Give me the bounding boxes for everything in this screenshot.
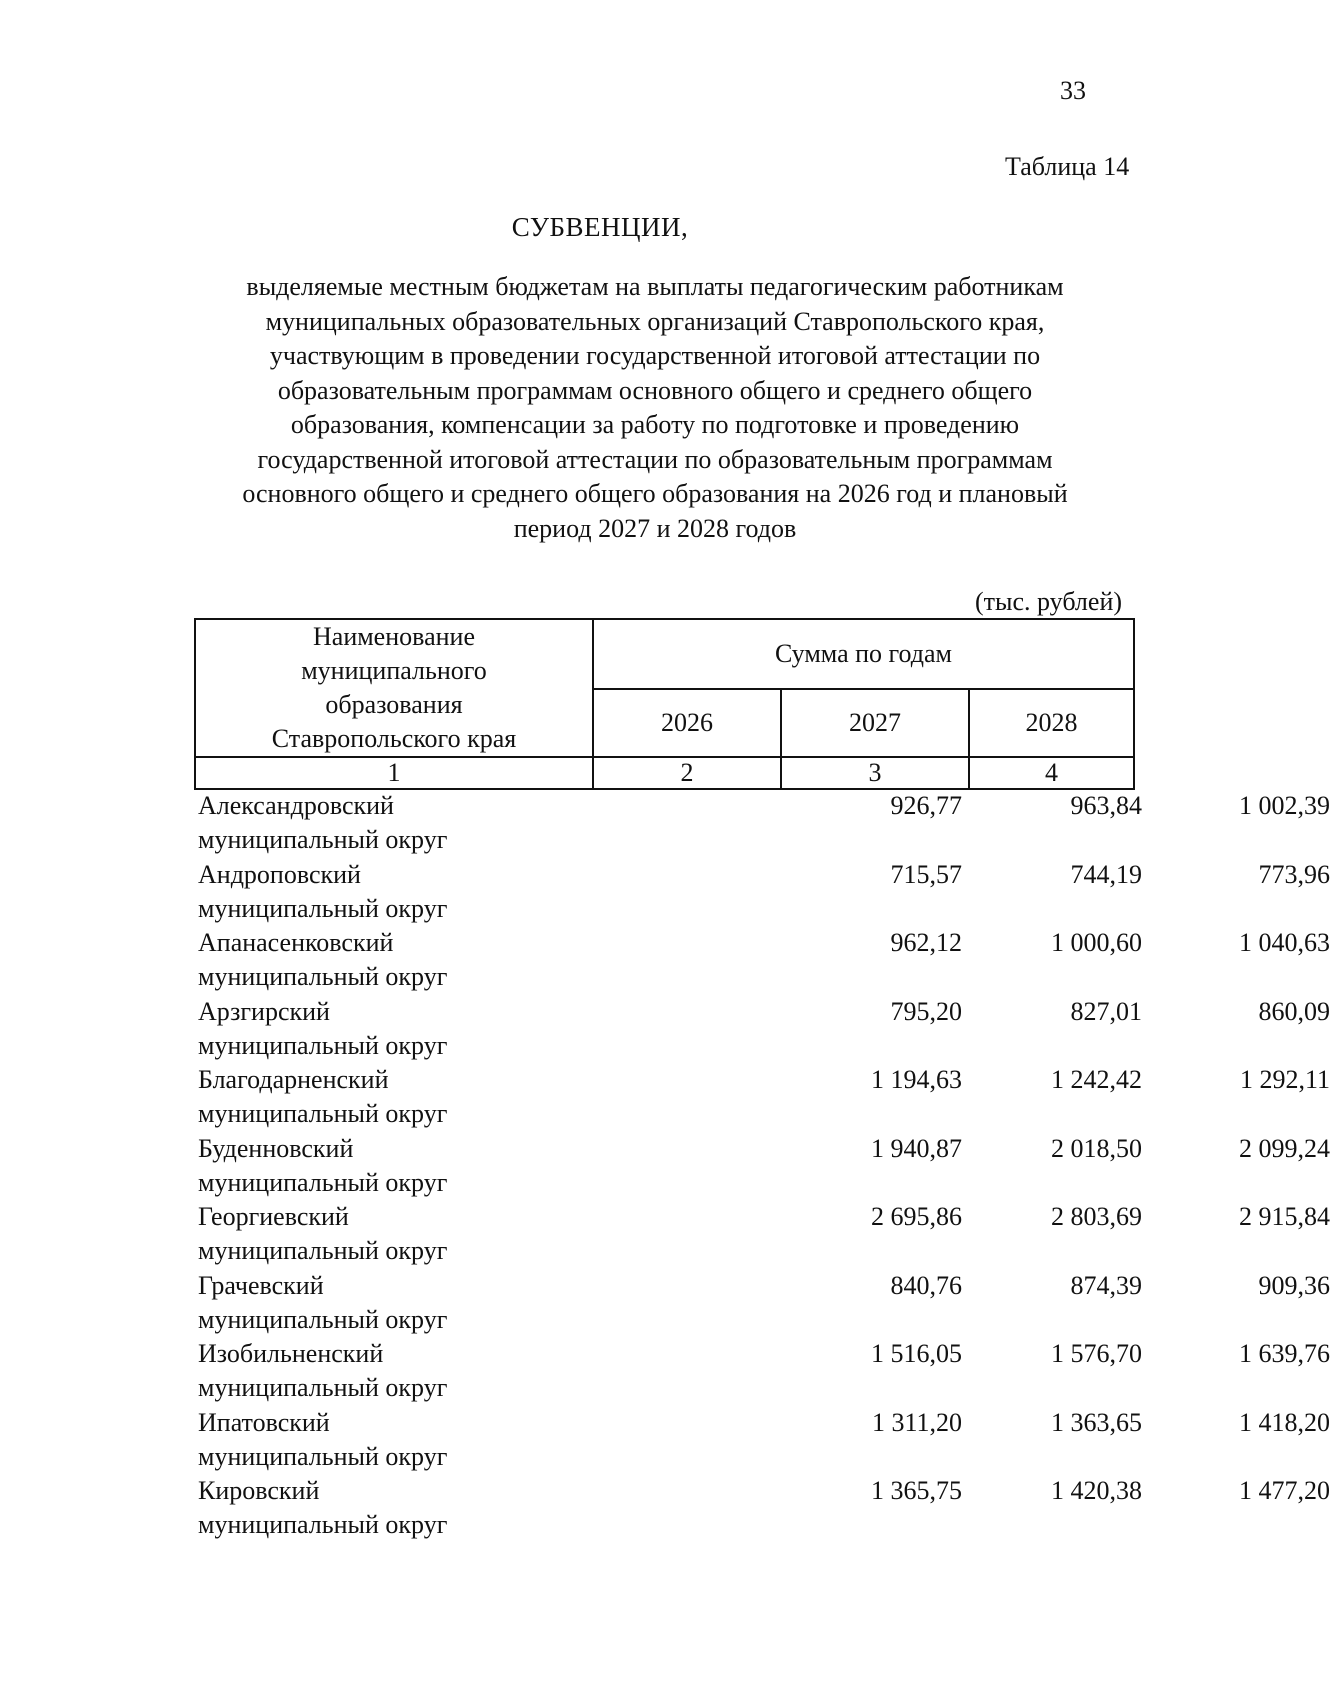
units-label: (тыс. рублей)	[975, 587, 1123, 616]
row-name: Георгиевский муниципальный округ	[198, 1202, 448, 1265]
value-2026: 1 940,87	[871, 1133, 962, 1163]
value-2027: 2 018,50	[1051, 1133, 1142, 1163]
row-name: Арзгирский муниципальный округ	[198, 996, 448, 1060]
table-label: Таблица 14	[1005, 152, 1130, 181]
value-2027: 963,84	[1070, 791, 1142, 820]
header-name-line: образования	[325, 690, 463, 719]
table-row	[198, 1200, 1330, 1269]
subtitle-line: основного общего и среднего общего образования на 2026 год и плановый	[242, 479, 1068, 508]
subtitle-line: период 2027 и 2028 годов	[513, 513, 797, 543]
value-2026: 840,76	[890, 1270, 962, 1300]
value-2027: 874,39	[1070, 1270, 1142, 1300]
table-row	[198, 1132, 1330, 1201]
document-subtitle	[195, 270, 1115, 546]
value-2027: 1 576,70	[1051, 1339, 1142, 1368]
table-row	[198, 1269, 1330, 1338]
value-2028: 2 099,24	[1239, 1133, 1330, 1163]
row-name: Благодарненский муниципальный округ	[198, 1065, 448, 1128]
value-2028: 1 477,20	[1239, 1476, 1330, 1505]
value-2026: 715,57	[890, 859, 962, 889]
value-2026: 962,12	[890, 928, 962, 957]
value-2028: 1 002,39	[1239, 791, 1330, 820]
column-header-sum: Сумма по годам	[593, 619, 1134, 689]
row-name: Апанасенковский муниципальный округ	[198, 928, 448, 991]
value-2026: 2 695,86	[871, 1202, 962, 1231]
value-2028: 1 292,11	[1239, 1065, 1330, 1094]
table-header	[194, 618, 1135, 790]
header-name-line: Наименование	[313, 622, 475, 651]
subtitle-line: выделяемые местным бюджетам на выплаты педагогическим работникам	[246, 272, 1064, 301]
row-name: Буденновский муниципальный округ	[198, 1133, 448, 1197]
row-name: Изобильненский муниципальный округ	[198, 1339, 448, 1402]
value-2027: 744,19	[1070, 859, 1142, 889]
column-header-year: 2027	[781, 689, 969, 757]
header-name-line: муниципального	[301, 656, 487, 685]
table-row	[198, 1063, 1330, 1132]
column-header-year: 2028	[969, 689, 1134, 757]
value-2028: 909,36	[1258, 1270, 1330, 1300]
value-2027: 1 363,65	[1051, 1407, 1142, 1437]
table-row	[198, 1337, 1330, 1406]
table-row	[198, 995, 1330, 1064]
value-2027: 2 803,69	[1051, 1202, 1142, 1231]
header-name-line: Ставропольского края	[271, 724, 517, 753]
subtitle-line: государственной итоговой аттестации по образовательным программам	[257, 444, 1053, 474]
row-name: Ипатовский муниципальный округ	[198, 1407, 448, 1471]
subtitle-line: участвующим в проведении государственной итоговой аттестации по	[269, 341, 1041, 370]
table-row	[198, 926, 1330, 995]
value-2026: 1 311,20	[871, 1407, 962, 1437]
table-body	[198, 789, 1330, 1543]
column-number: 1	[195, 757, 593, 789]
table-row	[198, 1474, 1330, 1543]
value-2028: 1 418,20	[1239, 1407, 1330, 1437]
column-header-name	[195, 619, 593, 757]
value-2028: 1 040,63	[1239, 928, 1330, 957]
subtitle-line: образовательным программам основного общего и среднего общего	[277, 375, 1033, 405]
value-2027: 1 242,42	[1051, 1065, 1142, 1094]
column-number: 3	[781, 757, 969, 789]
value-2027: 1 420,38	[1051, 1476, 1142, 1505]
value-2026: 795,20	[890, 996, 962, 1026]
row-name: Александровский муниципальный округ	[198, 791, 448, 854]
document-title: СУБВЕНЦИИ,	[511, 212, 689, 242]
table-row	[198, 1406, 1330, 1475]
value-2028: 1 639,76	[1239, 1339, 1330, 1368]
row-name: Кировский муниципальный округ	[198, 1476, 448, 1539]
value-2027: 1 000,60	[1051, 928, 1142, 957]
page-number: 33	[1060, 76, 1086, 105]
table-row	[198, 858, 1330, 927]
value-2027: 827,01	[1070, 996, 1142, 1026]
row-name: Андроповский муниципальный округ	[198, 859, 448, 923]
column-number: 2	[593, 757, 781, 789]
subtitle-line: образования, компенсации за работу по подготовке и проведению	[290, 410, 1020, 439]
value-2026: 1 516,05	[871, 1339, 962, 1368]
value-2026: 926,77	[890, 791, 962, 820]
subtitle-line: муниципальных образовательных организаций Ставропольского края,	[265, 306, 1045, 336]
row-name: Грачевский муниципальный округ	[198, 1270, 448, 1334]
value-2026: 1 194,63	[871, 1065, 962, 1094]
column-header-year: 2026	[593, 689, 781, 757]
value-2028: 860,09	[1258, 996, 1330, 1026]
table-row	[198, 789, 1330, 858]
value-2026: 1 365,75	[871, 1476, 962, 1505]
value-2028: 773,96	[1258, 859, 1330, 889]
column-number: 4	[969, 757, 1134, 789]
value-2028: 2 915,84	[1239, 1202, 1330, 1231]
